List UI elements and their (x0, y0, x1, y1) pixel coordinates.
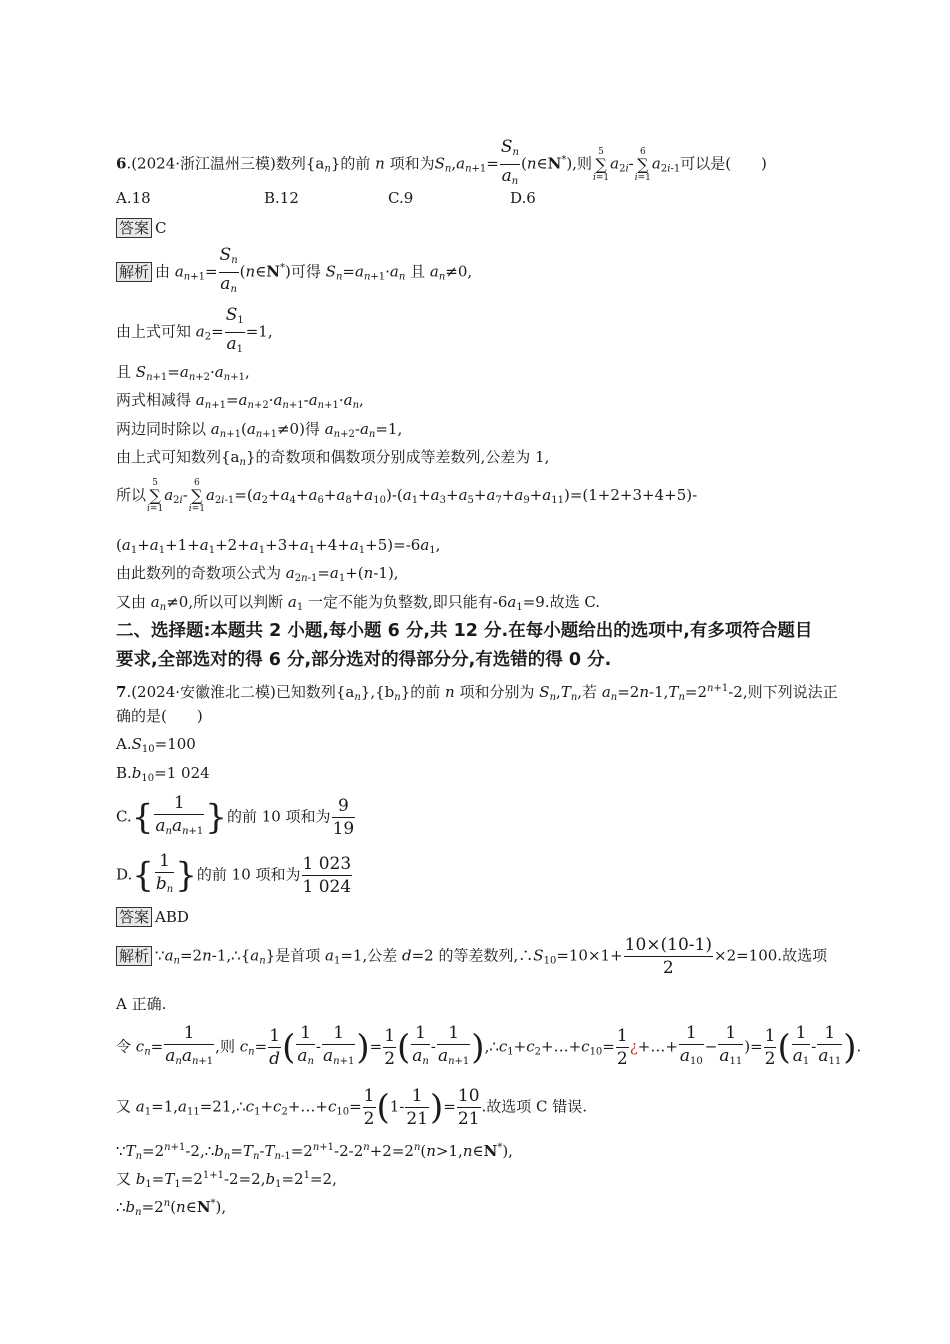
q6-answer: 答案 C (116, 217, 167, 239)
q6-option-b: B.12 (264, 189, 299, 207)
q7-option-b: $B.b_{10}=1$ 024 (116, 764, 210, 784)
q7-solution-line-7: $\therefore b_n=2^n(n\in N^*)$, (116, 1198, 227, 1218)
q7-solution-line-2: A 正确. (116, 995, 167, 1013)
q7-solution-line-3: 令 $c_n=$ $\frac{1}{a_na_{n+1}}$ ,则 $c_n=$ $\frac{1}{d}$ ( $\frac{1}{a_n}$ - $\frac{1}{a_{n+1}}$ )= $\frac{1}{2}$ ( $\frac{1}{a_n}$ - $\frac{1}{a_{n+1}}$ )$,\therefore c_1+c_2+\dots+c_{10}=$ $\frac{1}{2}$ ¿+…+ $\frac{1}{a_{10}}$ − $\frac{1}{a_{11}}$ )= $\frac{1}{2}$ ( $\frac{1}{a_1}$ - $\frac{1}{a_{11}}$ ). (116, 1023, 862, 1069)
q7-solution-line-1: 解析 $\because a_n=2n-1,\therefore\{a_n\}$是首项 $a_1=1$,公差 d=2 的等差数列$,\therefore S_{10}=10\times 1+$ $\frac{10\times(10-1)}{2}$ ×2=100.故选项 (116, 934, 827, 979)
section-heading: 二、选择题:本题共 2 小题,每小题 6 分,共 12 分.在每小题给出的选项中,有多项符合题目 (116, 621, 813, 641)
sum-symbol: 6 ∑ i=1 (634, 146, 651, 183)
q7-option-d: D.{ $\frac{1}{b_n}$ }的前 10 项和为 $\frac{1 023}{1 024}$ (116, 851, 352, 897)
q6-solution-line-10: 又由 $a_n\ne 0$,所以可以判断 $a_1$ 一定不能为负整数,即只能有$-6a_1=9$.故选 C. (116, 593, 601, 613)
q7-option-a: $A.S_{10}=100$ (116, 735, 196, 755)
q7-stem: 7.(2024·安徽淮北二模)已知数列$\{a_n\},\{b_n\}$的前 n 项和分别为 $S_n,T_n$,若 $a_n=2n-1,T_n=2^{n+1}-2$,则下列说法正 (116, 683, 838, 703)
fraction: $\frac{S_n}{a_n}$ (500, 137, 519, 187)
q6-solution-line-3: 且 $S_{n+1}=a_{n+2}\cdot a_{n+1}$, (116, 363, 250, 383)
answer-tag: 答案 (116, 907, 152, 927)
q6-option-a: A.18 (116, 189, 151, 207)
q7-stem-line-2: 确的是( ) (116, 707, 203, 725)
sum-symbol: 5 ∑ i=1 (592, 146, 610, 183)
q6-solution-line-7: 所以 5 ∑ i=1 $a_{2i}-$ 6 ∑ i=1 $a_{2i-1}=(a_2+a_4+a_6+a_8+a_{10})-(a_1+a_3+a_5+a_7+a_9+a_{11})=(1+2+3+4+5)-$ (116, 478, 698, 514)
section-heading-line-2: 要求,全部选对的得 6 分,部分选对的得部分分,有选错的得 0 分. (116, 650, 612, 670)
q6-stem: 6.(2024·浙江温州三模)数列$\{a_n\}$的前 n 项和为$S_n,a_{n+1}=$ $\frac{S_n}{a_n}$ (n∈N*),则 5 ∑ i=1 $a_{2i}-$ 6 ∑ i=1 $a_{2i-1}$可以是( ) (116, 136, 767, 193)
q6-solution-line-2: 由上式可知 $a_2=$ $\frac{S_1}{a_1}$ =1, (116, 305, 273, 355)
q6-solution-line-5: 两边同时除以 $a_{n+1}(a_{n+1}\ne 0)$得 $a_{n+2}-a_n=1$, (116, 420, 403, 440)
q6-option-c: C.9 (388, 189, 414, 207)
q6-solution-line-8: $(a_1+a_1+1+a_1+2+a_1+3+a_1+4+a_1+5)=-6a_1$, (116, 536, 441, 556)
q7-answer: 答案 ABD (116, 906, 189, 928)
q7-solution-line-6: 又 $b_1=T_1=2^{1+1}-2=2,b_1=2^1=2$, (116, 1170, 337, 1190)
analysis-tag: 解析 (116, 262, 152, 282)
q7-solution-line-4: 又 $a_1=1,a_{11}=21,\therefore c_1+c_2+\dots+c_{10}=$ $\frac{1}{2}$ (1- $\frac{1}{21}$ )= $\frac{10}{21}$ .故选项 C 错误. (116, 1086, 588, 1129)
q7-option-c: C.{ $\frac{1}{a_na_{n+1}}$ }的前 10 项和为 $\frac{9}{19}$ (116, 793, 355, 839)
answer-tag: 答案 (116, 218, 152, 238)
analysis-tag: 解析 (116, 946, 152, 966)
q6-option-d: D.6 (510, 189, 536, 207)
q6-solution-line-6: 由上式可知数列$\{a_n\}$的奇数项和偶数项分别成等差数列,公差为 1, (116, 448, 550, 468)
q6-solution-line-1: 解析 由 $a_{n+1}=$ $\frac{S_n}{a_n}$ (n∈N*)可得 $S_n=a_{n+1}\cdot a_n$ 且 $a_n\ne 0$, (116, 244, 472, 301)
q6-solution-line-9: 由此数列的奇数项公式为 $a_{2n-1}=a_1+(n-1)$, (116, 564, 399, 584)
q7-solution-line-5: $\because T_n=2^{n+1}-2,\therefore b_n=T_n-T_{n-1}=2^{n+1}-2-2^n+2=2^n(n>1,n\in N^*)$, (116, 1142, 513, 1162)
q6-solution-line-4: 两式相减得 $a_{n+1}=a_{n+2}\cdot a_{n+1}-a_{n+1}\cdot a_n$, (116, 391, 364, 411)
